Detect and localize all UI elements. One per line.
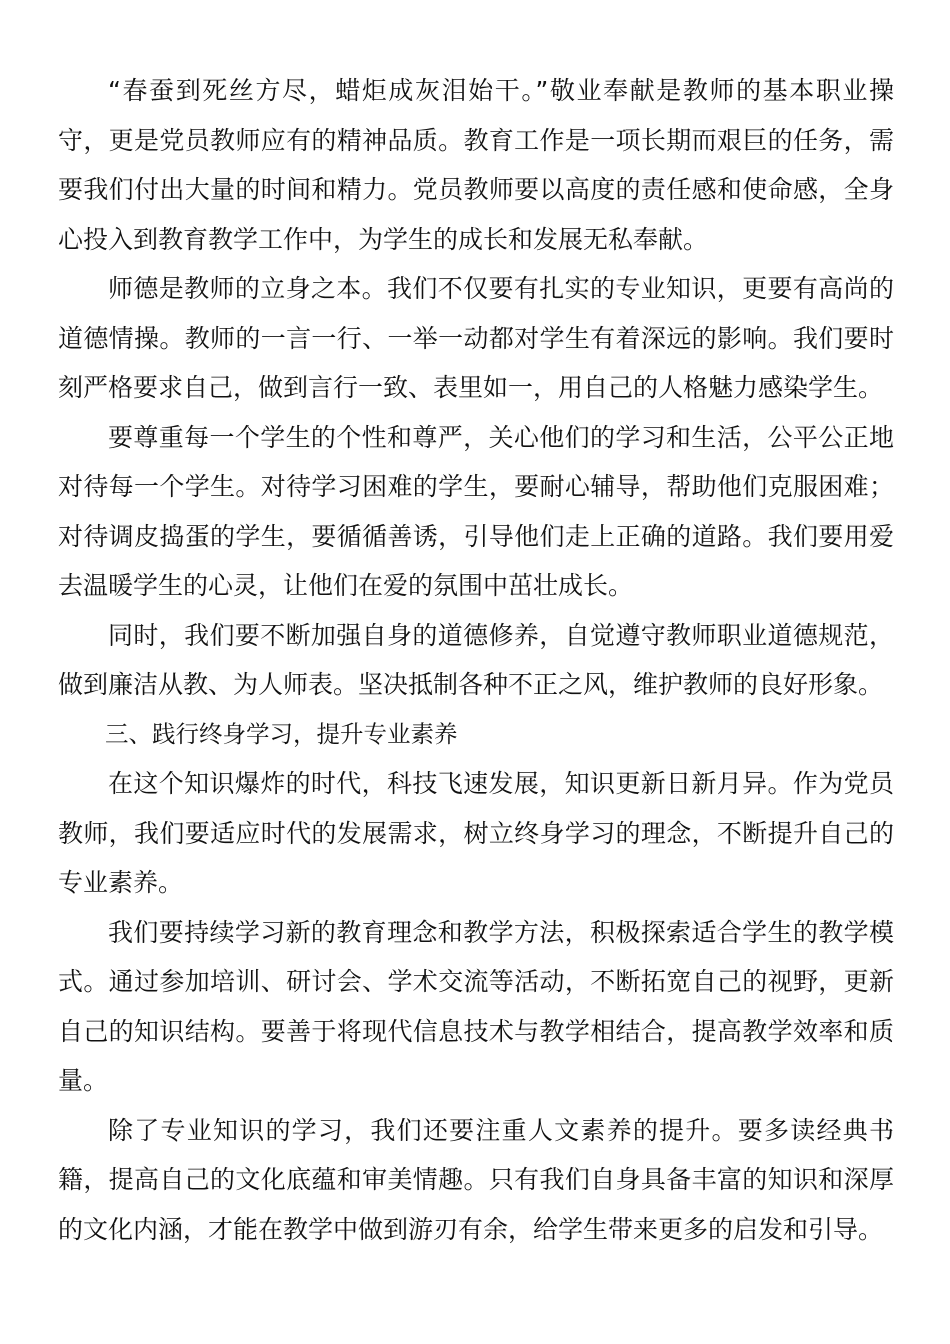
section-heading: 三、践行终身学习，提升专业素养	[105, 719, 458, 748]
paragraph-dedication: “春蚕到死丝方尽，蜡炬成灰泪始干。”敬业奉献是教师的基本职业操守，更是党员教师应有的精神品质。教育工作是一项长期而艰巨的任务，需要我们付出大量的时间和精力。党员教师要以高度的责任感和使命感，全身心投入到教育教学工作中，为学生的成长和发展无私奉献。	[58, 76, 894, 254]
paragraph-humanities: 除了专业知识的学习，我们还要注重人文素养的提升。要多读经典书籍，提高自己的文化底蕴和审美情趣。只有我们自身具备丰富的知识和深厚的文化内涵，才能在教学中做到游刃有余，给学生带来更多的启发和引导。	[58, 1115, 894, 1244]
paragraph-teaching-methods: 我们要持续学习新的教育理念和教学方法，积极探索适合学生的教学模式。通过参加培训、研讨会、学术交流等活动，不断拓宽自己的视野，更新自己的知识结构。要善于将现代信息技术与教学相结合，提高教学效率和质量。	[58, 917, 894, 1095]
paragraph-lifelong-learning: 在这个知识爆炸的时代，科技飞速发展，知识更新日新月异。作为党员教师，我们要适应时代的发展需求，树立终身学习的理念，不断提升自己的专业素养。	[58, 769, 894, 897]
document-page	[58, 66, 894, 1254]
paragraph-moral-cultivation: 同时，我们要不断加强自身的道德修养，自觉遵守教师职业道德规范，做到廉洁从教、为人师表。坚决抵制各种不正之风，维护教师的良好形象。	[58, 620, 894, 699]
paragraph-teacher-ethics: 师德是教师的立身之本。我们不仅要有扎实的专业知识，更要有高尚的道德情操。教师的一言一行、一举一动都对学生有着深远的影响。我们要时刻严格要求自己，做到言行一致、表里如一，用自己的人格魅力感染学生。	[58, 274, 894, 402]
paragraph-respect-students: 要尊重每一个学生的个性和尊严，关心他们的学习和生活，公平公正地对待每一个学生。对待学习困难的学生，要耐心辅导，帮助他们克服困难；对待调皮捣蛋的学生，要循循善诱，引导他们走上正确的道路。我们要用爱去温暖学生的心灵，让他们在爱的氛围中茁壮成长。	[58, 422, 894, 600]
